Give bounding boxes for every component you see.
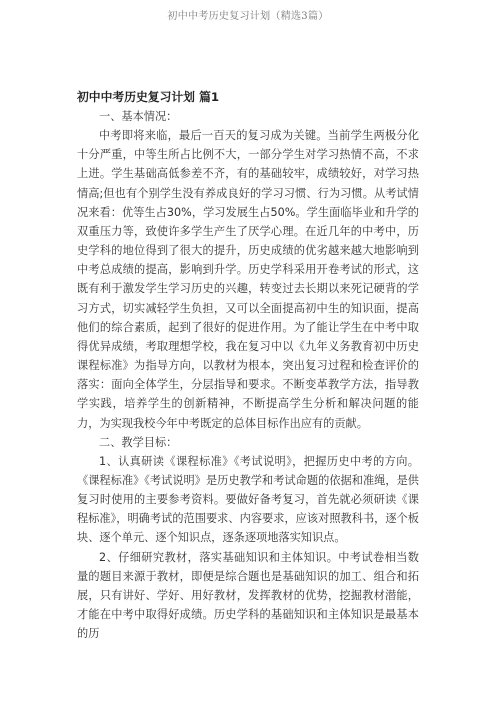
paragraph-goal-2: 2、仔细研究教材，落实基础知识和主体知识。中考试卷相当数量的题目来源于教材，即便是综合题也是基础知识的加工、组合和拓展，只有讲好、学好、用好教材，发挥教材的优势，挖掘教材潜能，才能在中考中取得好成绩。历史学科的基础知识和主体知识是最基本的历: [77, 550, 419, 641]
section-heading-basic-situation: 一、基本情况：: [99, 110, 178, 123]
section-heading-teaching-goals: 二、教学目标：: [99, 435, 178, 449]
paragraph-basic-situation: 中考即将来临，最后一百天的复习成为关键。当前学生两极分化十分严重，中等生所占比例不大，一部分学生对学习热情不高，不求上进。学生基础高低参差不齐，有的基础较牢，成绩较好，对学习热情高;但也有个别学生没有养成良好的学习习惯、行为习惯。从考试情况来看：优等生占30%，学习发展生占50%。学生面临毕业和升学的双重压力等，致使许多学生产生了厌学心理。在近几年的中考中，历史学科的地位得到了很大的提升，历史成绩的优劣越来越大地影响到中考总成绩的提高，影响到升学。历史学科采用开卷考试的形式，这既有利于激发学生学习历史的兴趣，转变过去长期以来死记硬背的学习方式，切实减轻学生负担，又可以全面提高初中生的知识面，提高他们的综合素质，起到了很好的促进作用。为了能让学生在中考中取得优异成绩，考取理想学校，我在复习中以《九年义务教育初中历史课程标准》为指导方向，以教材为根本，突出复习过程和检查评价的落实：面向全体学生，分层指导和要求。不断变革教学方法，指导教学实践，培养学生的创新精神，不断提高学生分析和解决问题的能力，为实现我校今年中考既定的总体目标作出应有的贡献。: [77, 129, 419, 430]
article-title: 初中中考历史复习计划 篇1: [77, 90, 220, 104]
running-header: 初中中考历史复习计划（精选3篇）: [167, 11, 329, 22]
paragraph-goal-1: 1、认真研读《课程标准》《考试说明》，把握历史中考的方向。《课程标准》《考试说明》是历史教学和考试命题的依据和准绳，是供复习时使用的主要参考资料。要做好备考复习，首先就必须研读《课程标准》，明确考试的范围要求、内容要求，应该对照教科书，逐个板块、逐个单元、逐个知识点，逐条逐项地落实知识点。: [77, 454, 419, 545]
article-body: [77, 107, 419, 643]
